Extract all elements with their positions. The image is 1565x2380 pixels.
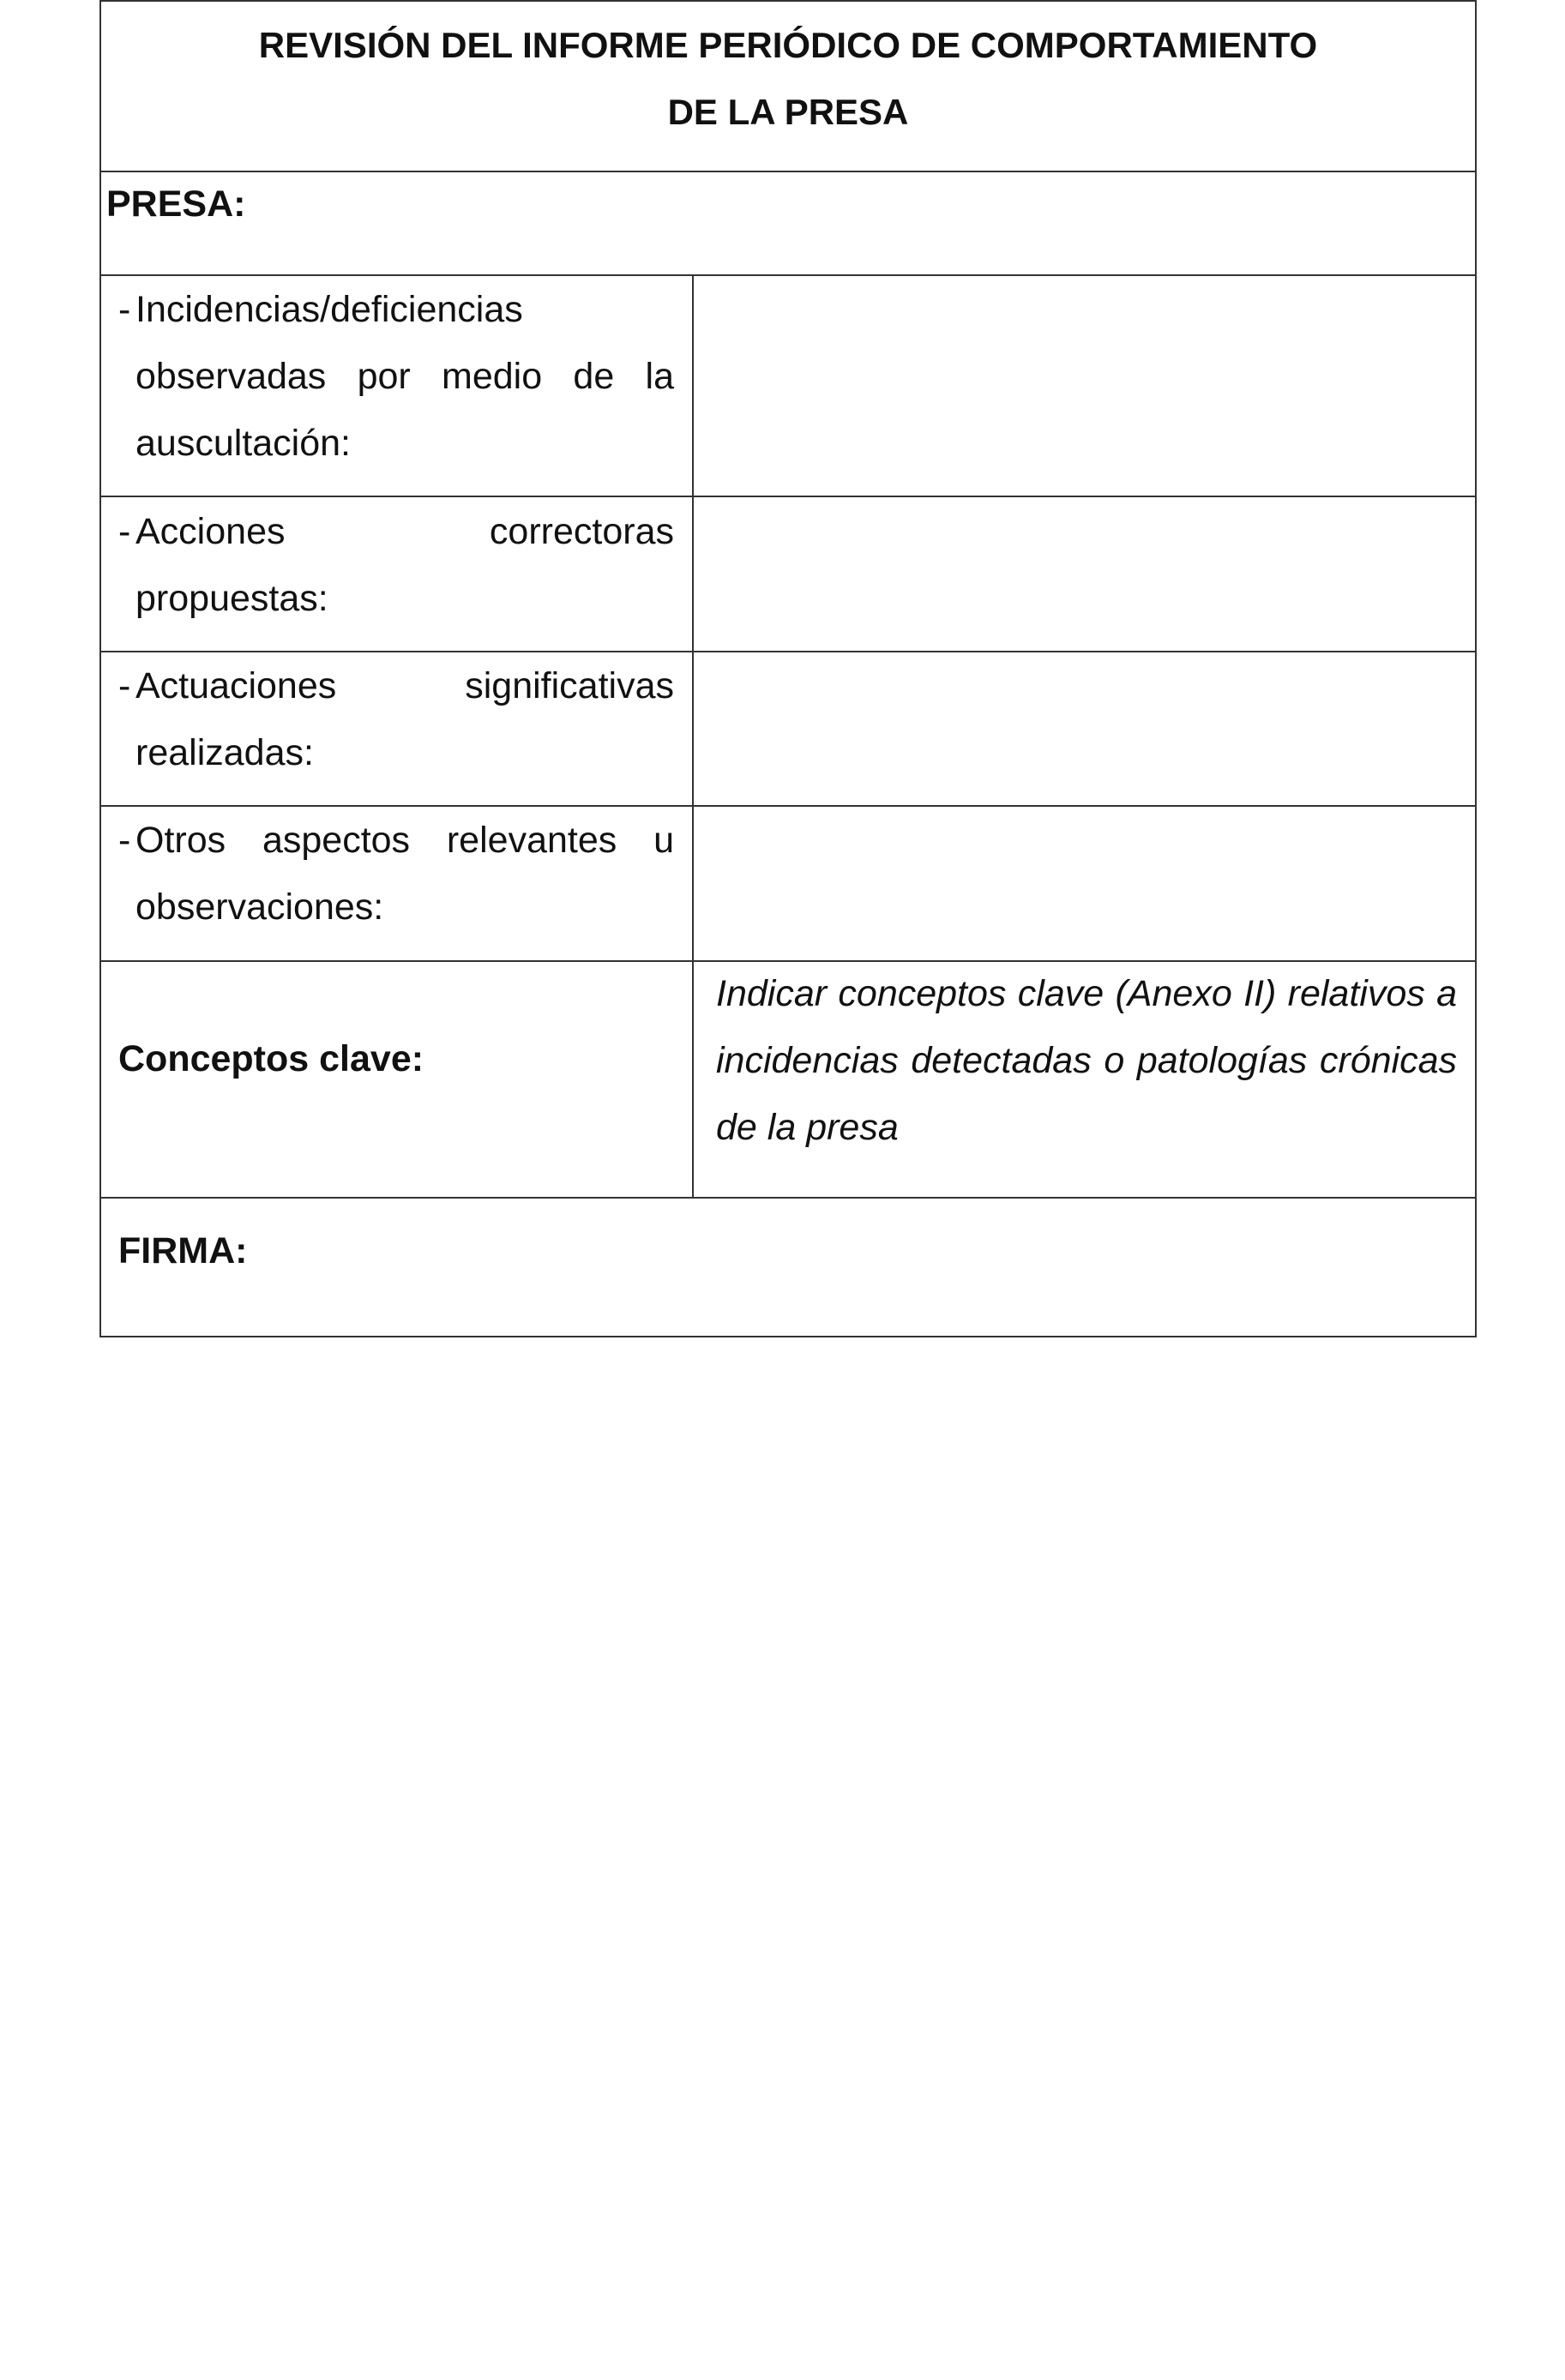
bullet-dash: - xyxy=(118,665,131,706)
field-actuaciones-label xyxy=(118,652,674,786)
conceptos-clave-value[interactable]: Indicar conceptos clave (Anexo II) relativos a incidencias detectadas o patologías crónicas de la presa xyxy=(716,973,1457,1148)
form-title xyxy=(101,12,1475,146)
presa-label: PRESA: xyxy=(106,183,246,225)
bullet-dash: - xyxy=(118,820,131,861)
field-label-text: Incidencias/deficiencias observadas por medio de la auscultación: xyxy=(135,289,674,464)
bullet-dash: - xyxy=(118,289,131,330)
column-divider xyxy=(692,274,694,1197)
bullet-dash: - xyxy=(118,511,131,552)
field-label-text: Otros aspectos relevantes u observaciones: xyxy=(135,820,674,928)
form-title-line-1: REVISIÓN DEL INFORME PERIÓDICO DE COMPORTAMIENTO xyxy=(258,25,1318,65)
field-label-text: Actuaciones significativas realizadas: xyxy=(135,665,674,773)
field-incidencias-label xyxy=(118,276,674,477)
field-label-text: Acciones correctoras propuestas: xyxy=(135,511,674,619)
conceptos-clave-label: Conceptos clave: xyxy=(118,1038,424,1079)
row-divider xyxy=(101,1197,1475,1199)
form-title-line-2: DE LA PRESA xyxy=(667,92,909,132)
dam-report-review-form xyxy=(99,0,1477,1337)
field-incidencias-value[interactable] xyxy=(694,276,1477,496)
field-acciones-value[interactable] xyxy=(694,497,1477,651)
field-actuaciones-value[interactable] xyxy=(694,652,1477,806)
firma-label: FIRMA: xyxy=(118,1230,248,1271)
row-divider xyxy=(101,171,1475,172)
field-otros-value[interactable] xyxy=(694,807,1477,960)
field-acciones-label xyxy=(118,498,674,632)
field-otros-label xyxy=(118,807,674,941)
